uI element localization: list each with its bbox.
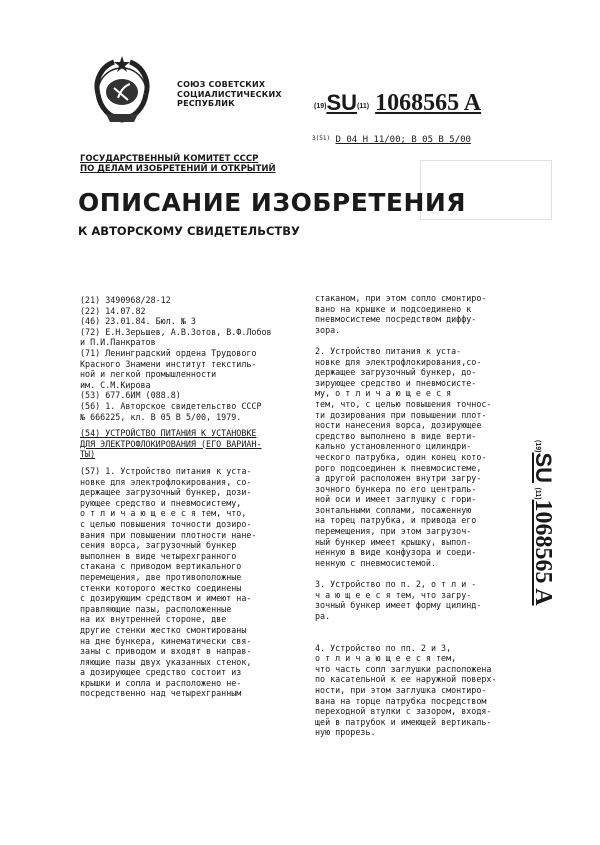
invention-title-line: ТЫ) bbox=[80, 449, 96, 460]
claim-line: зора. bbox=[315, 324, 341, 335]
invention-title-line: (54) УСТРОЙСТВО ПИТАНИЯ К УСТАНОВКЕ bbox=[80, 428, 257, 438]
claim-line: по касательной к ее наружной поверх- bbox=[315, 674, 497, 685]
union-line: СОЮЗ СОВЕТСКИХ bbox=[177, 80, 266, 89]
claim-line: ра. bbox=[315, 610, 331, 621]
committee-line: ПО ДЕЛАМ ИЗОБРЕТЕНИЙ И ОТКРЫТИЙ bbox=[80, 164, 276, 174]
biblio-line: (71) Ленинградский ордена Трудового bbox=[80, 347, 257, 358]
biblio-line: и П.И.Панкратов bbox=[80, 337, 156, 348]
claim-line: ненную в виде конфузора и соеди- bbox=[315, 547, 477, 558]
side-country: SU bbox=[531, 452, 556, 484]
patent-code-number: (11) bbox=[357, 103, 370, 110]
claim-line: на их внутренней стороне, две bbox=[80, 614, 227, 625]
biblio-line: Красного Знамени институт текстиль- bbox=[80, 358, 257, 369]
claim-line: что часть сопл заглушки расположена bbox=[315, 663, 492, 674]
claim-line: правляющие пазы, расположенные bbox=[80, 603, 232, 614]
claim-line: а дозирующее средство состоит из bbox=[80, 667, 242, 678]
document-subtitle: К АВТОРСКОМУ СВИДЕТЕЛЬСТВУ bbox=[78, 224, 300, 238]
biblio-line: ной и легкой промышленности bbox=[80, 369, 217, 380]
union-line: РЕСПУБЛИК bbox=[177, 99, 235, 108]
document-title: ОПИСАНИЕ ИЗОБРЕТЕНИЯ bbox=[78, 188, 467, 217]
right-column-claims bbox=[315, 293, 497, 738]
claim-line bbox=[315, 621, 497, 632]
claim-line bbox=[315, 568, 497, 579]
claim-line: ную прорезь. bbox=[315, 727, 376, 738]
claim-line: ляющие пазы двух указанных стенок, bbox=[80, 656, 252, 667]
claim-line: ческого патрубка, один конец кото- bbox=[315, 451, 487, 462]
ipc-classification bbox=[312, 135, 471, 145]
patent-code-country: (19) bbox=[314, 103, 327, 110]
claim-line: ности, при этом заглушка смонтиро- bbox=[315, 684, 487, 695]
biblio-line: (46) 23.01.84. Бюл. № 3 bbox=[80, 316, 196, 327]
claim-line: о т л и ч а ю щ е е с я тем, что, bbox=[80, 508, 247, 519]
claim-line: на торец патрубка, и привода его bbox=[315, 515, 477, 526]
claim-line: держащее загрузочный бункер, до- bbox=[315, 367, 477, 378]
side-code-country: (19) bbox=[534, 440, 541, 453]
claim-line: переходной втулки с зазором, входя- bbox=[315, 706, 492, 717]
claim-line: выполнен в виде четырехгранного bbox=[80, 550, 237, 561]
claim-line: стенки которого жестко соединены bbox=[80, 582, 242, 593]
claim-line bbox=[315, 335, 497, 346]
claim-line: крышки и сопла и расположено не- bbox=[80, 677, 242, 688]
biblio-line: им. С.М.Кирова bbox=[80, 379, 151, 390]
claim-line: зочный бункер имеет форму цилинд- bbox=[315, 600, 482, 611]
claim-line: новке для электрофлокирования, со- bbox=[80, 476, 252, 487]
claim-line: му, о т л и ч а ю щ е е с я bbox=[315, 388, 452, 399]
patent-number-block bbox=[314, 90, 481, 117]
invention-title bbox=[80, 428, 262, 460]
claim-line: (57) 1. Устройство питания к уста- bbox=[80, 466, 252, 476]
side-patent-number bbox=[526, 440, 586, 710]
claim-line: ной оси и имеет заглушку с гори- bbox=[315, 494, 477, 505]
ussr-emblem-icon bbox=[84, 52, 160, 128]
claim-line: ти дозирования при повышении плот- bbox=[315, 409, 487, 420]
claim-line: 4. Устройство по пп. 2 и 3, bbox=[315, 642, 452, 653]
biblio-line: (72) Е.Н.Зерьшев, А.В.Зотов, В.Ф.Лобов bbox=[80, 326, 272, 337]
claim-line: ч а ю щ е е с я тем, что загру- bbox=[315, 589, 472, 600]
claim-line: 2. Устройство питания к уста- bbox=[315, 345, 462, 356]
patent-country: SU bbox=[326, 90, 358, 115]
claim-line: а другой расположен внутри загру- bbox=[315, 473, 482, 484]
claim-line: перемещения, при этом загрузоч- bbox=[315, 526, 472, 537]
side-code-number: (11) bbox=[534, 487, 541, 500]
claim-line: зонтальными соплами, посаженную bbox=[315, 504, 472, 515]
claim-line: сения ворса, загрузочный бункер bbox=[80, 540, 237, 551]
union-label bbox=[177, 80, 282, 109]
biblio-line: (56) 1. Авторское свидетельство СССР bbox=[80, 400, 262, 411]
committee-line: ГОСУДАРСТВЕННЫЙ КОМИТЕТ СССР bbox=[80, 154, 259, 164]
claim-line: другие стенки жестко смонтированы bbox=[80, 624, 247, 635]
claim-line: вания при повышении плотности нане- bbox=[80, 529, 257, 540]
claim-line: вано на крышке и подсоединено к bbox=[315, 303, 472, 314]
committee-label bbox=[80, 154, 276, 174]
ipc-code: 3(51) bbox=[312, 135, 331, 142]
claim-line: зирующее средство и пневмосисте- bbox=[315, 377, 477, 388]
claim-line: новке для электрофлокирования,со- bbox=[315, 356, 482, 367]
claim-line: посредственно над четырехгранным bbox=[80, 688, 242, 699]
biblio-line: (21) 3490968/28-12 bbox=[80, 295, 171, 305]
claim-line: средство выполнено в виде верти- bbox=[315, 430, 477, 441]
claim-line: рого подсоединен к пневмосистеме, bbox=[315, 462, 482, 473]
claim-line: заны с приводом и входят в направ- bbox=[80, 646, 252, 657]
claim-line: ности нанесения ворса, дозирующее bbox=[315, 420, 482, 431]
biblio-line: № 666225, кл. В 05 В 5/00, 1979. bbox=[80, 411, 242, 422]
biblio-line: (53) 677.6ИМ (088.8) bbox=[80, 390, 181, 401]
claim-line: с целью повышения точности дозиро- bbox=[80, 518, 252, 529]
claim-line: пневмосистеме посредством диффу- bbox=[315, 314, 477, 325]
claim-line: ный бункер имеет крышку, выпол- bbox=[315, 536, 472, 547]
claim-line: вана на торце патрубка посредством bbox=[315, 695, 487, 706]
claim-line: зочного бункера по его централь- bbox=[315, 483, 477, 494]
claim-line: 3. Устройство по п. 2, о т л и - bbox=[315, 579, 477, 590]
claim-line: с дозирующим средством и имеют на- bbox=[80, 593, 252, 604]
claim-line: держащее загрузочный бункер, дози- bbox=[80, 487, 252, 498]
biblio-line: (22) 14.07.82 bbox=[80, 305, 146, 316]
ipc-value: D 04 H 11/00; B 05 B 5/00 bbox=[335, 135, 471, 145]
claim-line: щей в патрубок и имеющей вертикаль- bbox=[315, 716, 492, 727]
patent-number: 1068565 A bbox=[375, 90, 482, 116]
claim-line bbox=[315, 632, 497, 643]
invention-title-line: ДЛЯ ЭЛЕКТРОФЛОКИРОВАНИЯ (ЕГО ВАРИАН- bbox=[80, 438, 262, 449]
claim-1 bbox=[80, 466, 256, 699]
union-line: СОЦИАЛИСТИЧЕСКИХ bbox=[177, 89, 282, 99]
claim-line: ненную с пневмосистемой. bbox=[315, 557, 437, 568]
claim-line: рующее средство и пневмосистему, bbox=[80, 497, 242, 508]
bibliographic-data bbox=[80, 295, 272, 422]
claim-line: кально установленного цилиндри- bbox=[315, 441, 472, 452]
claim-line: перемещения, две противоположные bbox=[80, 571, 242, 582]
claim-line: стаканом, при этом сопло смонтиро- bbox=[315, 293, 487, 303]
claim-line: на дне бункера, кинематически свя- bbox=[80, 635, 252, 646]
claim-line: тем, что, с целью повышения точнос- bbox=[315, 398, 492, 409]
side-number: 1068565 A bbox=[530, 499, 556, 606]
claim-line: стакана с приводом вертикального bbox=[80, 561, 242, 572]
claim-line: о т л и ч а ю щ е е с я тем, bbox=[315, 653, 457, 664]
